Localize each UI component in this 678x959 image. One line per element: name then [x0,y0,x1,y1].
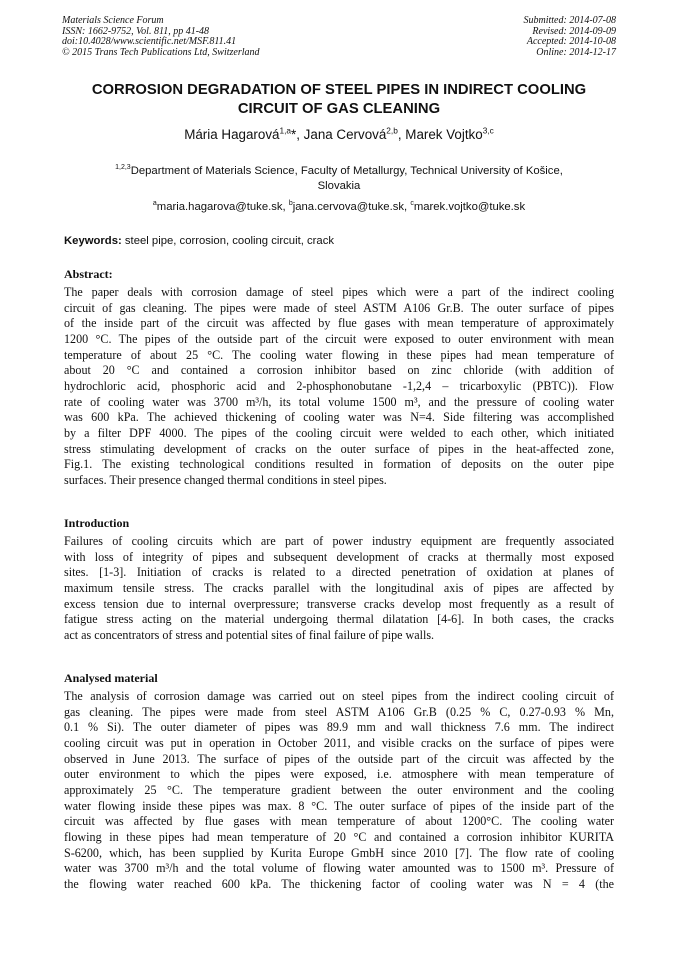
affiliation-sup: 1,2,3 [115,164,131,172]
text-line: 0.1 % Si). The outer diameter of pipes was 89.9 mm and wall thickness 7.6 mm. The indirect [64,720,614,735]
journal-doi: doi:10.4028/www.scientific.net/MSF.811.41 [62,36,237,48]
text-line: with loss of integrity of pipes and subsequent development of cracks at thermally most exposed [64,549,614,564]
text-line: observed in June 2013. The surface of pipes of the outside part of the circuit was affected by the [64,751,614,766]
text-line: Failures of cooling circuits which are part of power industry equipment are frequently associated [64,534,614,548]
email-address[interactable]: jana.cervova@tuke.sk, [292,201,411,213]
title-line-2: CIRCUIT OF GAS CLEANING [237,101,441,117]
journal-header [62,16,616,58]
abstract-heading: Abstract: [64,267,113,281]
text-line: approximately 25 °C. The temperature gradient between the outer environment and the cooling [64,782,614,797]
text-line: S-6200, which, has been supplied by Kurita Europe GmbH since 2010 [7]. The flow rate of cooling [64,845,614,860]
affiliation-text: Department of Materials Science, Faculty of Metallurgy, Technical University of Košice, [130,165,563,177]
journal-issn: ISSN: 1662-9752, Vol. 811, pp 41-48 [62,25,210,37]
text-line: water flowing inside these pipes was max. 8 °C. The outer surface of pipes of the inside part of the [64,798,614,813]
affiliation-line-1 [70,164,608,179]
author-name: Jana Cervová [303,127,387,142]
abstract-body [64,285,614,489]
analysed-material-heading: Analysed material [64,671,158,685]
author-sep: *, [291,127,304,142]
text-line: maximum tensile stress. The cracks parallel with the longitudinal axis of pipes are affected by [64,580,614,595]
author-name: Marek Vojtko [405,127,483,142]
text-line: the flowing water reached 600 kPa. The thickening factor of cooling water was N = 4 (the [64,876,614,891]
text-line: of the inside part of the circuit was affected by flue gases with mean temperature of approximately [64,316,614,331]
text-line: sites. [1-3]. Initiation of cracks is related to a directed penetration of oxidation at planes of [64,565,614,580]
text-line: excess tension due to internal overpressure; transverse cracks develop most frequently as a result of [64,596,614,611]
text-line: flowing in these pipes had mean temperature of 20 °C and contained a corrosion inhibitor KURITA [64,829,614,844]
text-line: was 600 kPa. The achieved thickening of cooling water was N=4. Side filtering was accomplished [64,410,614,425]
analysed-material-section [64,671,614,893]
text-line: circuit of gas cleaning. The pipes were made of steel ASTM A106 Gr.B. The outer surface of pipes [64,300,614,315]
email-sup: b [288,200,293,208]
text-line: about 20 °C and contained a corrosion inhibitor based on zinc chloride (with addition of [64,363,614,378]
journal-name: Materials Science Forum [62,15,164,26]
journal-info [62,16,260,58]
author-sup: 2,b [386,125,398,136]
text-line: temperature of about 25 °C. The cooling water flowing in these pipes had mean temperature of [64,347,614,362]
author-sup: 1,a [279,125,292,136]
text-line: 1200 °C. The pipes of the outside part of the circuit were exposed to outer environment with mean [64,331,614,346]
text-line: outer environment to which the pipes were exposed, i.e. atmosphere with mean temperature of [64,767,614,782]
text-line: stress stimulating development of cracks on the outer surface of pipes in the heat-affected zone, [64,441,614,456]
text-line: The paper deals with corrosion damage of steel pipes which were a part of the indirect cooling [64,285,614,299]
text-line: by a filter DPF 4000. The pipes of the cooling circuit were welded to each other, which initiated [64,425,614,440]
introduction-section [64,516,614,644]
text-line: water was 3700 m³/h and the total volume of flowing water amounted was to 1500 m³. Pressure of [64,861,614,876]
text-line: surfaces. Their presence changed thermal conditions in steel pipes. [64,472,387,487]
paper-title [40,81,638,119]
text-line: rate of cooling water was 3700 m³/h, its total volume 1500 m³, and the pressure of cooling water [64,394,614,409]
text-line: gas cleaning. The pipes were made from steel ASTM A106 Gr.B (0.25 % C, 0.27-0.93 % Mn, [64,704,614,719]
text-line: Fig.1. The existing technological conditions resulted in formation of deposits on the outer pipe [64,457,614,472]
affiliation [70,164,608,194]
author-name: Mária Hagarová [184,127,280,142]
title-line-1: CORROSION DEGRADATION OF STEEL PIPES IN INDIRECT COOLING [91,82,587,98]
author-emails [40,201,638,213]
email-sup: c [410,200,414,208]
text-line: cooling circuit was put in operation in October 2011, and visible cracks on the surface of pipes were [64,735,614,750]
text-line: circuit was affected by flue gases with mean temperature of about 1200°C. The cooling water [64,814,614,829]
submission-dates [524,16,617,58]
date-online: Online: 2014-12-17 [536,46,616,58]
introduction-body [64,534,614,644]
keywords-label: Keywords: [64,235,122,247]
abstract-section [64,267,614,489]
date-accepted: Accepted: 2014-10-08 [526,36,616,48]
author-sup: 3,c [482,125,494,136]
text-line: The analysis of corrosion damage was carried out on steel pipes from the indirect cooling circuit of [64,689,614,703]
keywords-text: steel pipe, corrosion, cooling circuit, crack [121,235,334,247]
author-sep: , [397,127,406,142]
text-line: act as concentrators of stress and potential sites of final failure of pipe walls. [64,627,435,642]
date-revised: Revised: 2014-09-09 [532,25,616,37]
introduction-heading: Introduction [64,516,130,530]
date-submitted: Submitted: 2014-07-08 [523,15,616,26]
affiliation-line-2: Slovakia [317,180,361,192]
text-line: fatigue stress acting on the material undergoing thermal dilatation [4-6]. In both cases, the cracks [64,612,614,627]
keywords [64,235,614,247]
email-address[interactable]: maria.hagarova@tuke.sk, [156,201,289,213]
author-list [40,127,638,142]
email-address[interactable]: marek.vojtko@tuke.sk [413,201,526,213]
email-sup: a [152,200,157,208]
text-line: hydrochloric acid, phosphoric acid and 2-phosphonobutane -1,2,4 – tricarboxylic (PBTC)). Flow [64,378,614,393]
journal-copyright: © 2015 Trans Tech Publications Ltd, Switzerland [62,46,260,58]
analysed-material-body [64,689,614,893]
